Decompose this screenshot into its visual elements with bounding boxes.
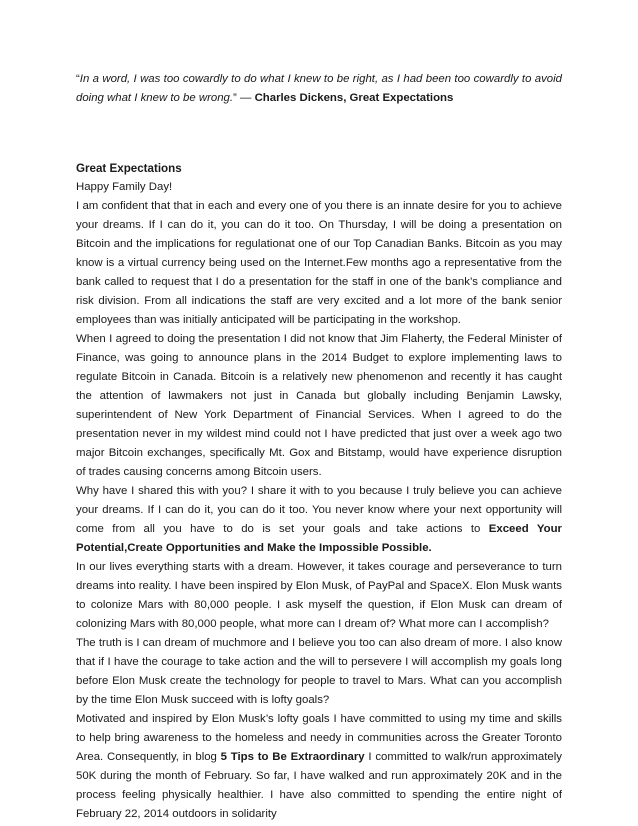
paragraph-6-text-a: Motivated and inspired by Elon Musk’s lofty goals I have committed to using my time and skills to help bring awareness to the homeless and needy in communities across the Greater Toronto Area. Consequently, in blog xyxy=(76,713,562,763)
opening-quote xyxy=(76,70,562,108)
quote-attribution: Charles Dickens, Great Expectations xyxy=(254,92,454,104)
paragraph-2: When I agreed to doing the presentation I did not know that Jim Flaherty, the Federal Minister of Finance, was going to announce plans in the 2014 Budget to explore implementing laws to regulate Bitcoin in Canada. Bitcoin is a relatively new phenomenon and recently it has caught the attention of lawmakers not just in Canada but globally including Benjamin Lawsky, superintendent of New York Department of Financial Services. When I agreed to do the presentation never in my wildest mind could not I have predicted that just over a week ago two major Bitcoin exchanges, specifically Mt. Gox and Bitstamp, would have experience disruption of trades causing concerns among Bitcoin users. xyxy=(76,333,562,478)
paragraph-3-bold: Exceed Your Potential,Create Opportunities and Make the Impossible Possible. xyxy=(76,523,562,554)
document-page xyxy=(76,70,562,824)
quote-text: In a word, I was too cowardly to do what I knew to be right, as I had been too cowardly to avoid doing what I knew to be wrong. xyxy=(76,73,562,104)
paragraph-6 xyxy=(76,710,562,824)
paragraph-1: I am confident that that in each and every one of you there is an innate desire for you to achieve your dreams. If I can do it, you can do it too. On Thursday, I will be doing a presentation on Bitcoin and the implications for regulationat one of our Top Canadian Banks. Bitcoin as you may know is a virtual currency being used on the Internet.Few months ago a representative from the bank called to request that I do a presentation for the staff in one of the bank’s compliance and risk division. From all indications the staff are very excited and a lot more of the bank senior employees than was initially anticipated will be participating in the workshop. xyxy=(76,200,562,326)
paragraph-4: In our lives everything starts with a dream. However, it takes courage and perseverance to turn dreams into reality. I have been inspired by Elon Musk, of PayPal and SpaceX. Elon Musk wants to colonize Mars with 80,000 people. I ask myself the question, if Elon Musk can dream of colonizing Mars with 80,000 people, what more can I dream of? What more can I accomplish? xyxy=(76,561,562,630)
paragraph-3 xyxy=(76,482,562,558)
paragraph-5: The truth is I can dream of muchmore and I believe you too can also dream of more. I also know that if I have the courage to take action and the will to persevere I will accomplish my goals long before Elon Musk create the technology for people to travel to Mars. What can you accomplish by the time Elon Musk succeed with is lofty goals? xyxy=(76,637,562,706)
quote-open-mark: “ xyxy=(76,73,80,85)
paragraph-6-bold: 5 Tips to Be Extraordinary xyxy=(220,751,365,763)
greeting: Happy Family Day! xyxy=(76,181,173,193)
section-heading: Great Expectations xyxy=(76,162,182,175)
paragraph-6-text-b: I committed to walk/run approximately 50K during the month of February. So far, I have walked and run approximately 20K and in the process feeling physically healthier. I have also committed to spending the entire night of February 22, 2014 outdoors in solidarity xyxy=(76,751,562,820)
quote-close-mark: ” — xyxy=(233,92,255,104)
paragraph-3-text: Why have I shared this with you? I share it with to you because I truly believe you can achieve your dreams. If I can do it, you can do it too. You never know where your next opportunity will come from all you have to do is set your goals and take actions to xyxy=(76,485,562,535)
